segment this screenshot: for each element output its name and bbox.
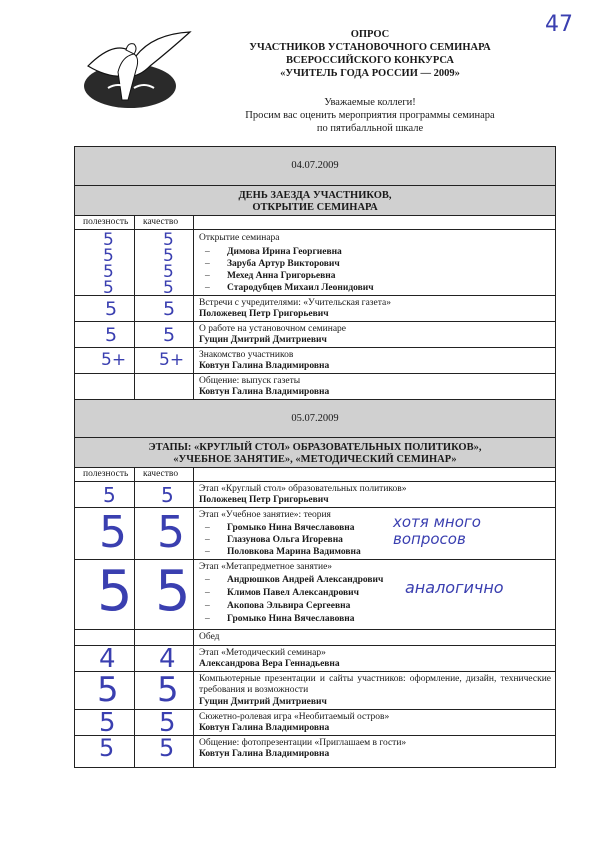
title-line: ОПРОС [350, 29, 390, 40]
quality-score: 5 [163, 324, 176, 346]
column-divider [134, 215, 135, 399]
presenter: Положевец Петр Григорьевич [199, 309, 329, 319]
event-title: Этап «Метапредметное занятие» [199, 562, 333, 572]
event-title: Знакомство участников [199, 350, 294, 360]
quality-score: 5 [155, 559, 191, 624]
event-title: Общение: выпуск газеты [199, 376, 301, 386]
table-row [75, 347, 555, 374]
event-title: Компьютерные презентации и сайты участников: оформление, дизайн, технические требования и возможности [199, 674, 551, 695]
quality-score: 4 [159, 644, 176, 674]
person: – Акопова Эльвира Сергеевна [199, 601, 350, 612]
person: – Димова Ирина Георгиевна [199, 247, 342, 258]
table-row [75, 295, 555, 322]
presenter: Ковтун Галина Владимировна [199, 749, 330, 759]
table-row [75, 671, 555, 710]
intro-line: Просим вас оценить мероприятия программы семинара [245, 110, 495, 121]
table-row [75, 507, 555, 560]
presenter: Ковтун Галина Владимировна [199, 387, 330, 397]
presenter: Гущин Дмитрий Дмитриевич [199, 335, 327, 345]
person: – Громыко Нина Вячеславовна [199, 614, 355, 625]
greeting: Уважаемые коллеги! [324, 97, 416, 108]
page-number: 47 [545, 12, 573, 37]
quality-score: 5+ [159, 350, 185, 370]
title-line: «УЧИТЕЛЬ ГОДА РОССИИ — 2009» [280, 68, 460, 79]
usefulness-score: 5 [99, 734, 115, 762]
pelican-logo [78, 26, 196, 112]
usefulness-score: 5+ [101, 350, 127, 370]
day1-heading [75, 185, 555, 215]
table-row [75, 709, 555, 736]
table-row [75, 481, 555, 508]
survey-title [210, 28, 530, 80]
quality-score: 5 [163, 298, 176, 320]
column-divider [134, 467, 135, 767]
table-row [75, 373, 555, 400]
greeting-block [210, 96, 530, 135]
day2-column-headers [75, 467, 555, 482]
heading-line: ЭТАПЫ: «КРУГЛЫЙ СТОЛ» ОБРАЗОВАТЕЛЬНЫХ ПОЛИТИКОВ», [148, 442, 482, 453]
person: – Громыко Нина Вячеславовна [199, 523, 355, 534]
handwritten-note: хотя много вопросов [393, 513, 481, 548]
person: – Андрюшков Андрей Александрович [199, 575, 383, 586]
event-title: Этап «Круглый стол» образовательных политиков» [199, 484, 407, 494]
heading-line: ОТКРЫТИЕ СЕМИНАРА [252, 202, 378, 213]
presenter: Положевец Петр Григорьевич [199, 495, 329, 505]
heading-line: «УЧЕБНОЕ ЗАНЯТИЕ», «МЕТОДИЧЕСКИЙ СЕМИНАР» [173, 454, 457, 465]
column-divider [193, 215, 194, 399]
event-title: Сюжетно-ролевая игра «Необитаемый остров» [199, 712, 390, 722]
col-usefulness: полезность [83, 469, 129, 479]
intro-line: по пятибалльной шкале [316, 123, 424, 134]
event-title: Встречи с учредителями: «Учительская газета» [199, 298, 391, 308]
event-title: Обед [199, 632, 220, 642]
quality-score: 5 [157, 507, 185, 558]
handwritten-note: аналогично [405, 578, 504, 597]
event-title: Общение: фотопрезентации «Приглашаем в гости» [199, 738, 407, 748]
usefulness-score: 5 [97, 670, 119, 710]
table-row [75, 629, 555, 646]
day2-date: 05.07.2009 [75, 399, 555, 438]
person: – Климов Павел Александрович [199, 588, 359, 599]
event-title: Открытие семинара [199, 233, 280, 243]
usefulness-score: 5 [97, 559, 133, 624]
presenter: Ковтун Галина Владимировна [199, 361, 330, 371]
title-line: ВСЕРОССИЙСКОГО КОНКУРСА [285, 55, 455, 66]
usefulness-score: 5 5 5 5 [103, 230, 114, 298]
table-row [75, 229, 555, 296]
table-row [75, 321, 555, 348]
person: – Заруба Артур Викторович [199, 259, 340, 270]
usefulness-score: 5 [105, 324, 118, 346]
day1-column-headers [75, 215, 555, 230]
day2-heading [75, 437, 555, 467]
quality-score: 5 [159, 708, 176, 738]
presenter: Гущин Дмитрий Дмитриевич [199, 697, 327, 707]
presenter: Александрова Вера Геннадьевна [199, 659, 340, 669]
usefulness-score: 5 [99, 507, 127, 558]
rating-table [74, 146, 556, 768]
event-title: О работе на установочном семинаре [199, 324, 347, 334]
quality-score: 5 5 5 5 [163, 230, 174, 298]
table-row [75, 645, 555, 672]
column-divider [193, 467, 194, 767]
col-usefulness: полезность [83, 217, 129, 227]
usefulness-score: 5 [99, 708, 116, 738]
title-line: УЧАСТНИКОВ УСТАНОВОЧНОГО СЕМИНАРА [249, 42, 491, 53]
usefulness-score: 4 [99, 644, 116, 674]
col-quality: качество [143, 217, 179, 227]
event-title: Этап «Методический семинар» [199, 648, 326, 658]
table-row [75, 735, 555, 768]
quality-score: 5 [157, 670, 179, 710]
quality-score: 5 [159, 734, 175, 762]
usefulness-score: 5 [105, 298, 118, 320]
table-row [75, 559, 555, 630]
person: – Мехед Анна Григорьевна [199, 271, 336, 282]
col-quality: качество [143, 469, 179, 479]
person: – Половкова Марина Вадимовна [199, 547, 361, 558]
person: – Глазунова Ольга Игоревна [199, 535, 343, 546]
heading-line: ДЕНЬ ЗАЕЗДА УЧАСТНИКОВ, [238, 190, 392, 201]
event-title: Этап «Учебное занятие»: теория [199, 510, 331, 520]
person: – Стародубцев Михаил Леонидович [199, 283, 374, 294]
quality-score: 5 [161, 483, 174, 507]
usefulness-score: 5 [103, 483, 116, 507]
day1-date: 04.07.2009 [75, 147, 555, 185]
presenter: Ковтун Галина Владимировна [199, 723, 330, 733]
